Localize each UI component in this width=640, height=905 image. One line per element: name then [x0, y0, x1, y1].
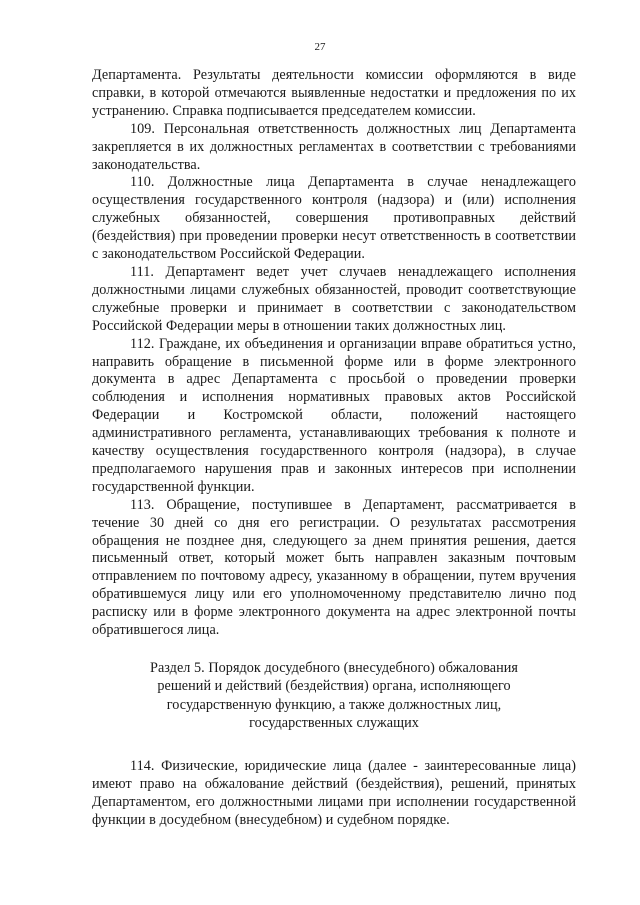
section-title-line: государственную функцию, а также должностных лиц, — [166, 696, 502, 713]
paragraph-110: 110. Должностные лица Департамента в случае ненадлежащего осуществления государственного контроля (надзора) и (или) исполнения служебных обязанностей, совершения противоправных действий (бездействия) при проведении проверки несут ответственность в соответствии с законодательством Российской Федерации. — [92, 174, 576, 263]
section-title-line: государственных служащих — [249, 714, 419, 731]
document-body — [92, 67, 576, 830]
paragraph-114: 114. Физические, юридические лица (далее - заинтересованные лица) имеют право на обжалование действий (бездействия), решений, принятых Департаментом, его должностными лицами при исполнении государственной функции в досудебном (внесудебном) и судебном порядке. — [92, 758, 576, 828]
paragraph-109: 109. Персональная ответственность должностных лиц Департамента закрепляется в их должностных регламентах в соответствии с требованиями законодательства. — [92, 120, 576, 173]
page-number: 27 — [314, 41, 326, 53]
paragraph-113: 113. Обращение, поступившее в Департамент, рассматривается в течение 30 дней со дня его регистрации. О результатах рассмотрения обращения не позднее дня, следующего за днем принятия решения, дается письменный ответ, который может быть направлен заказным почтовым отправлением по почтовому адресу, указанному в обращении, путем вручения обратившемуся лицу или его уполномоченному представителю лично под расписку или в форме электронного документа на адрес электронной почты обратившегося лица. — [92, 496, 576, 639]
section-title-line: решений и действий (бездействия) органа, исполняющего — [157, 678, 511, 695]
paragraph-112: 112. Граждане, их объединения и организации вправе обратиться устно, направить обращение в письменной форме или в форме электронного документа в адрес Департамента с просьбой о проведении проверки соблюдения и исполнения нормативных правовых актов Российской Федерации и Костромской области, положений настоящего административного регламента, устанавливающих требования к полноте и качеству осуществления государственного контроля (надзора), в случае предполагаемого нарушения прав и законных интересов при исполнении государственной функции. — [92, 335, 576, 495]
paragraph-continued: Департамента. Результаты деятельности комиссии оформляются в виде справки, в которой отмечаются выявленные недостатки и предложения по их устранению. Справка подписывается председателем комиссии. — [92, 67, 576, 119]
paragraph-111: 111. Департамент ведет учет случаев ненадлежащего исполнения должностными лицами служебных обязанностей, проводит соответствующие служебные проверки и принимает в соответствии с законодательством Российской Федерации меры в отношении таких должностных лиц. — [92, 263, 576, 334]
section-5-title — [92, 659, 576, 732]
section-title-line: Раздел 5. Порядок досудебного (внесудебного) обжалования — [150, 660, 518, 676]
